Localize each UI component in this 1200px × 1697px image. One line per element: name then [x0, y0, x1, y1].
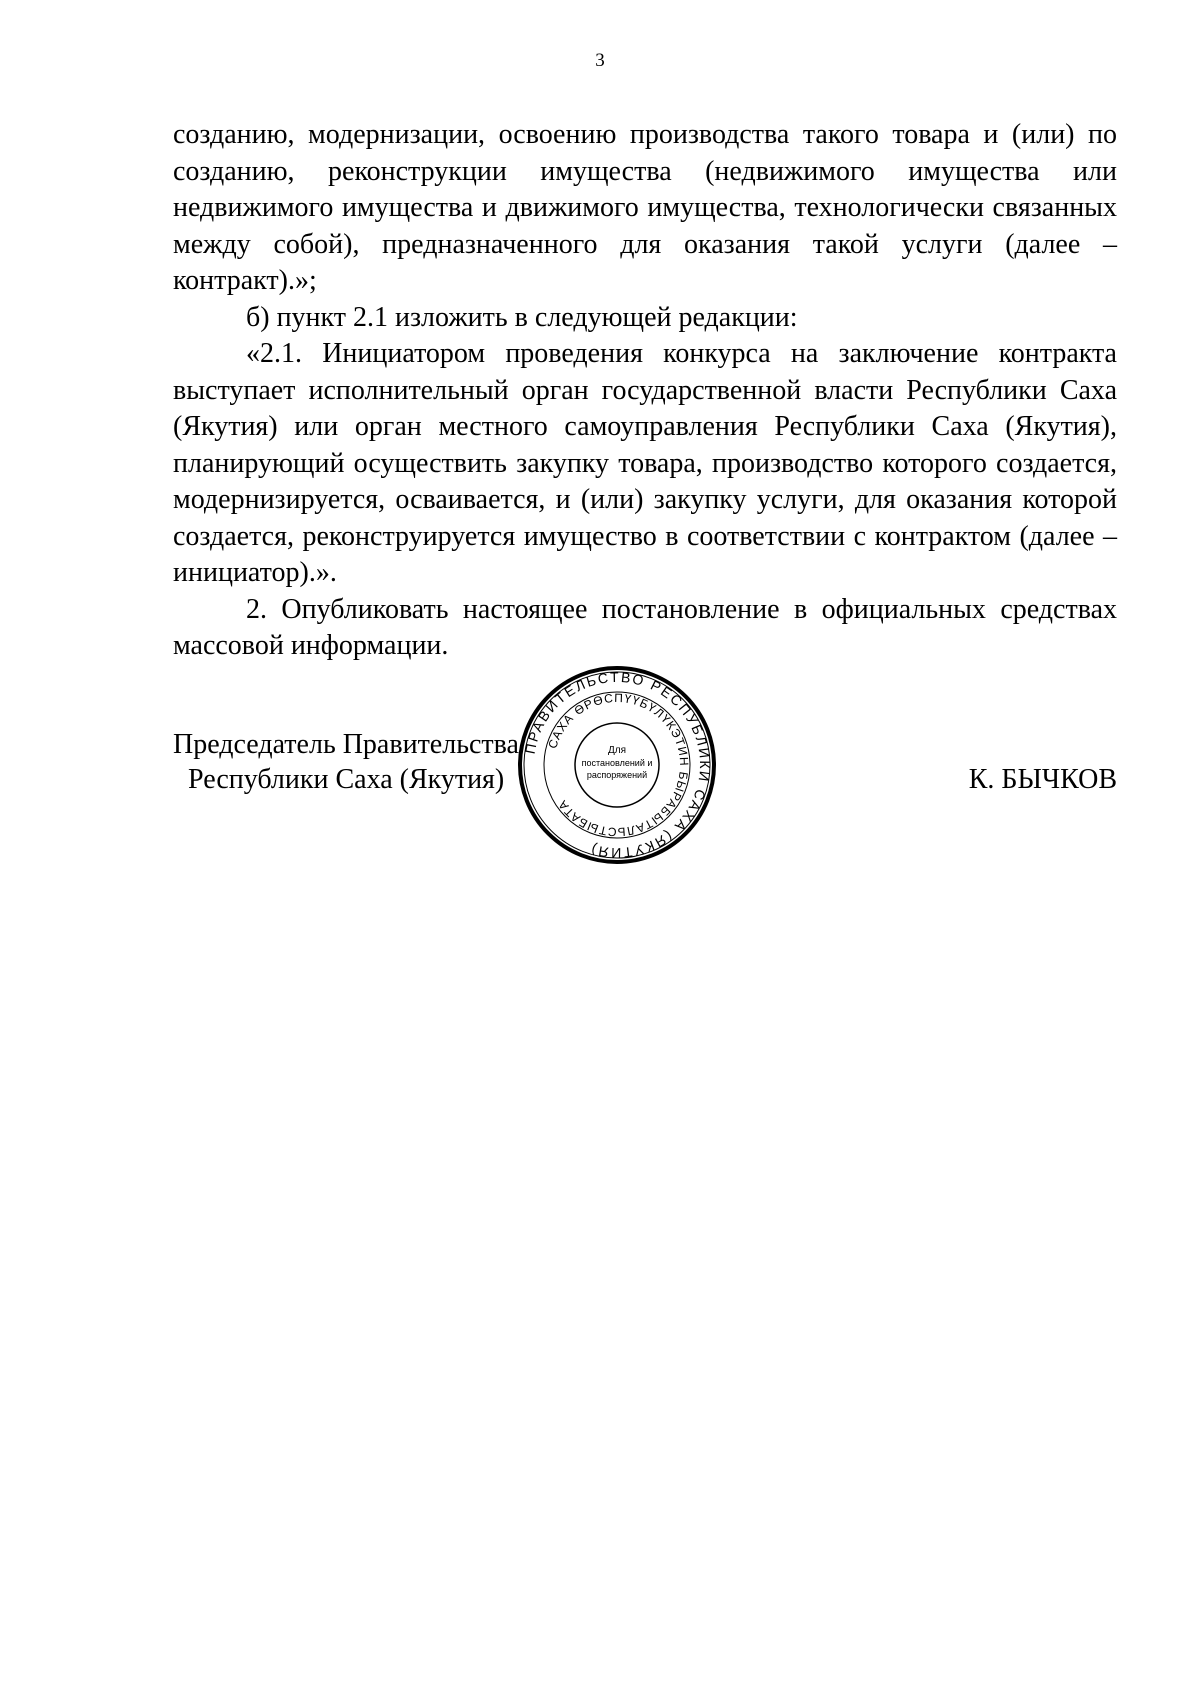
seal-inner-text: САХА ӨРӨСПҮҮБҮЛҮКЭТИН БЫРАБЫТАЛЬСТЫБАТА — [545, 690, 692, 840]
page-number: 3 — [595, 50, 605, 71]
seal-outer-text: ПРАВИТЕЛЬСТВО РЕСПУБЛИКИ САХА (ЯКУТИЯ) — [521, 668, 714, 862]
seal-center-line-1: Для — [607, 745, 627, 756]
signatory-position-line-2: Республики Саха (Якутия) — [188, 764, 505, 795]
seal-center-line-3: распоряжений — [586, 770, 648, 780]
seal-center-line-2: постановлений и — [581, 758, 653, 768]
paragraph-subitem-b: б) пункт 2.1 изложить в следующей редакции: — [246, 301, 798, 333]
paragraph-item-2: 2. Опубликовать настоящее постановление в официальных средствах массовой информации. — [173, 593, 1117, 661]
signatory-position-line-1: Председатель Правительства — [173, 729, 519, 760]
document-body — [173, 117, 1117, 665]
official-seal-stamp — [517, 665, 717, 865]
signatory-name: К. БЫЧКОВ — [968, 764, 1117, 795]
paragraph-continuation: созданию, модернизации, освоению производства такого товара и (или) по созданию, реконструкции имущества (недвижимого имущества или недвижимого имущества и движимого имущества, технологически связанных между собой), предназначенного для оказания такой услуги (далее – контракт).»; — [173, 119, 1117, 296]
paragraph-item-2-1: «2.1. Инициатором проведения конкурса на заключение контракта выступает исполнительный орган государственной власти Республики Саха (Якутия) или орган местного самоуправления Республики Саха (Якутия), планирующий осуществить закупку товара, производство которого создается, модернизируется, осваивается, и (или) закупку услуги, для оказания которой создается, реконструируется имущество в соответствии с контрактом (далее – инициатор).». — [173, 338, 1117, 588]
